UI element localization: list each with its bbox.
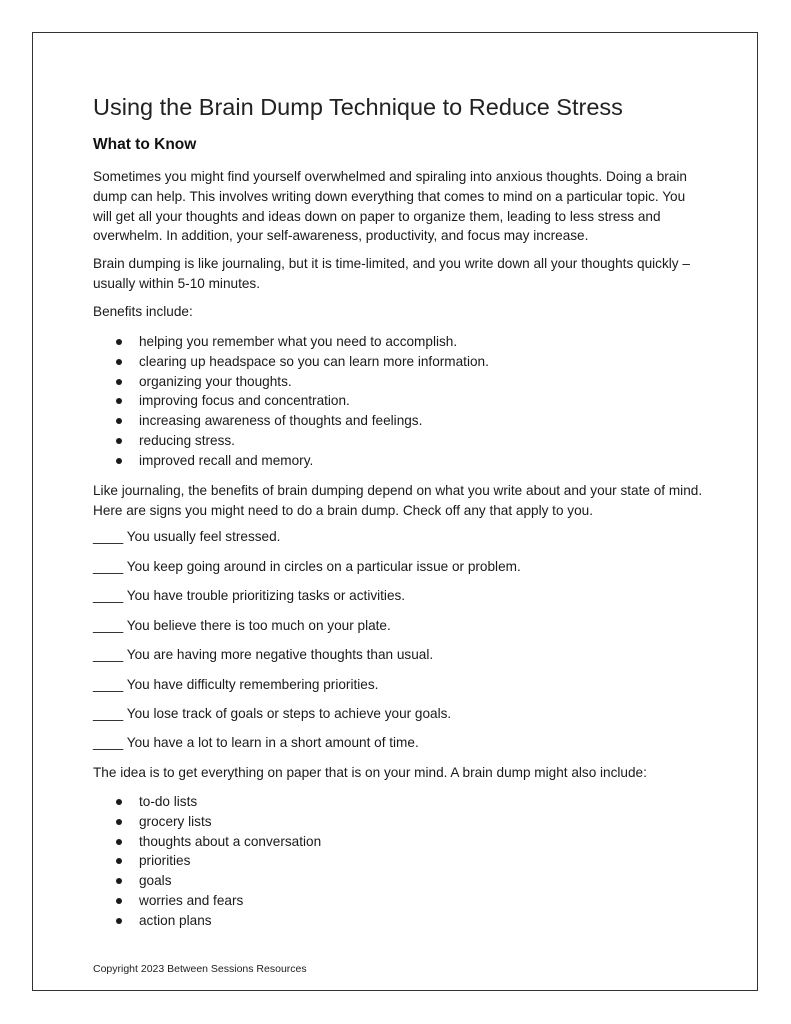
list-item: to-do lists — [93, 792, 321, 812]
checklist-item[interactable]: ____ You have a lot to learn in a short amount of time. — [93, 733, 419, 753]
page-title: Using the Brain Dump Technique to Reduce Stress — [93, 94, 623, 120]
bullet-icon — [116, 418, 122, 424]
list-item: grocery lists — [93, 812, 321, 832]
bullet-icon — [116, 379, 122, 385]
benefits-intro: Benefits include: — [93, 304, 193, 319]
bullet-icon — [116, 359, 122, 365]
include-intro: The idea is to get everything on paper that is on your mind. A brain dump might also include: — [93, 765, 647, 780]
bullet-icon — [116, 918, 122, 924]
list-item: reducing stress. — [93, 431, 489, 451]
benefits-list — [93, 332, 489, 471]
bullet-icon — [116, 839, 122, 845]
bullet-icon — [116, 858, 122, 864]
intro-paragraph-2: Brain dumping is like journaling, but it is time-limited, and you write down all your thoughts quickly – usually within 5-10 minutes. — [93, 256, 690, 291]
checklist-item[interactable]: ____ You keep going around in circles on a particular issue or problem. — [93, 557, 521, 577]
checklist-item[interactable]: ____ You have trouble prioritizing tasks or activities. — [93, 586, 405, 606]
intro-paragraph-1: Sometimes you might find yourself overwhelmed and spiraling into anxious thoughts. Doing a brain dump can help. This involves writing down everything that comes to mind on a particular topic. You will get all your thoughts and ideas down on paper to organize them, leading to less stress and overwhelm. In addition, your self-awareness, productivity, and focus may increase. — [93, 169, 687, 244]
check-blank[interactable]: ____ — [93, 706, 124, 721]
list-item: improving focus and concentration. — [93, 391, 489, 411]
bullet-icon — [116, 339, 122, 345]
list-item: helping you remember what you need to accomplish. — [93, 332, 489, 352]
bullet-icon — [116, 799, 122, 805]
list-item: increasing awareness of thoughts and feelings. — [93, 411, 489, 431]
bullet-icon — [116, 898, 122, 904]
check-blank[interactable]: ____ — [93, 559, 124, 574]
list-item: goals — [93, 871, 321, 891]
check-blank[interactable]: ____ — [93, 647, 124, 662]
list-item: action plans — [93, 911, 321, 931]
check-blank[interactable]: ____ — [93, 677, 124, 692]
check-blank[interactable]: ____ — [93, 618, 124, 633]
list-item: priorities — [93, 851, 321, 871]
check-blank[interactable]: ____ — [93, 735, 124, 750]
checklist-item[interactable]: ____ You believe there is too much on your plate. — [93, 616, 391, 636]
bullet-icon — [116, 458, 122, 464]
list-item: thoughts about a conversation — [93, 832, 321, 852]
check-blank[interactable]: ____ — [93, 529, 124, 544]
list-item: clearing up headspace so you can learn more information. — [93, 352, 489, 372]
copyright-footer: Copyright 2023 Between Sessions Resources — [93, 963, 307, 975]
list-item: organizing your thoughts. — [93, 372, 489, 392]
checklist-item[interactable]: ____ You lose track of goals or steps to achieve your goals. — [93, 704, 451, 724]
include-list — [93, 792, 321, 931]
check-blank[interactable]: ____ — [93, 588, 124, 603]
bullet-icon — [116, 398, 122, 404]
signs-intro: Like journaling, the benefits of brain dumping depend on what you write about and your state of mind. Here are signs you might need to do a brain dump. Check off any that apply to you. — [93, 483, 703, 518]
checklist-item[interactable]: ____ You have difficulty remembering priorities. — [93, 675, 378, 695]
bullet-icon — [116, 878, 122, 884]
checklist-item[interactable]: ____ You are having more negative thoughts than usual. — [93, 645, 433, 665]
checklist-item[interactable]: ____ You usually feel stressed. — [93, 527, 280, 547]
section-heading: What to Know — [93, 136, 197, 153]
bullet-icon — [116, 819, 122, 825]
bullet-icon — [116, 438, 122, 444]
list-item: worries and fears — [93, 891, 321, 911]
list-item: improved recall and memory. — [93, 451, 489, 471]
